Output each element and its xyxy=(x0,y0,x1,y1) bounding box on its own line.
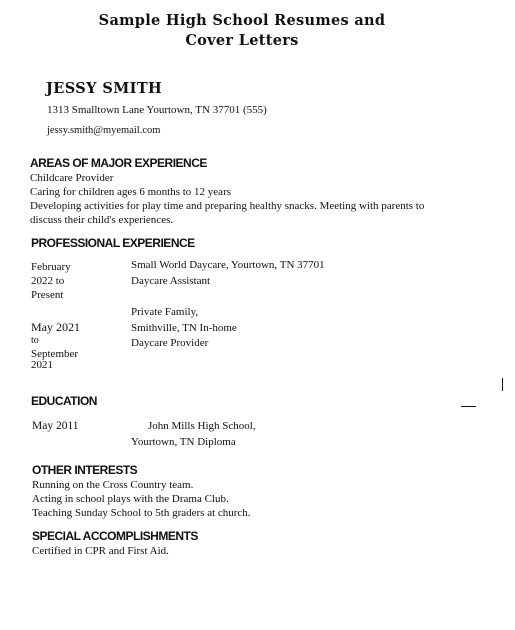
document-title-line-2: Cover Letters xyxy=(185,32,299,49)
section-heading-education: EDUCATION xyxy=(31,394,97,408)
job-detail-line: Private Family, xyxy=(131,306,199,318)
address-phone: 1313 Smalltown Lane Yourtown, TN 37701 (555) xyxy=(47,104,267,116)
job-date-line: to xyxy=(31,335,39,346)
job-date-line: September xyxy=(31,348,79,360)
section-heading-professional-experience: PROFESSIONAL EXPERIENCE xyxy=(31,236,195,250)
section-heading-special-accomplishments: SPECIAL ACCOMPLISHMENTS xyxy=(32,529,198,543)
interest-line: Teaching Sunday School to 5th graders at church. xyxy=(32,507,251,519)
job-date-line: May 2021 xyxy=(31,320,80,334)
section-heading-areas-of-major-experience: AREAS OF MAJOR EXPERIENCE xyxy=(30,156,207,170)
job-date-line: Present xyxy=(31,289,64,301)
experience-summary-line: Caring for children ages 6 months to 12 years xyxy=(30,186,232,198)
section-heading-other-interests: OTHER INTERESTS xyxy=(32,463,138,477)
email-address: jessy.smith@myemail.com xyxy=(47,125,161,136)
education-date: May 2011 xyxy=(32,420,79,432)
vertical-bar-mark xyxy=(502,378,503,391)
job-detail-line: Daycare Provider xyxy=(131,337,209,349)
document-title-line-1: Sample High School Resumes and xyxy=(98,12,386,29)
job-date-line: 2022 to xyxy=(31,275,65,287)
job-detail-line: Daycare Assistant xyxy=(131,275,211,287)
accomplishment-line: Certified in CPR and First Aid. xyxy=(32,545,169,557)
education-location-diploma: Yourtown, TN Diploma xyxy=(131,436,236,448)
job-date-line: February xyxy=(31,261,71,273)
interest-line: Acting in school plays with the Drama Club. xyxy=(32,493,229,505)
experience-summary-line: Developing activities for play time and preparing healthy snacks. Meeting with parents to xyxy=(30,200,425,212)
job-date-line: 2021 xyxy=(31,359,53,371)
experience-summary-line: discuss their child's experiences. xyxy=(30,214,174,226)
applicant-name: JESSY SMITH xyxy=(46,80,163,97)
job-detail-line: Smithville, TN In-home xyxy=(131,322,237,334)
job-detail-line: Small World Daycare, Yourtown, TN 37701 xyxy=(131,259,325,271)
horizontal-rule-mark xyxy=(461,406,476,407)
interest-line: Running on the Cross Country team. xyxy=(32,479,194,491)
experience-summary-line: Childcare Provider xyxy=(30,172,114,184)
education-school: John Mills High School, xyxy=(148,420,256,432)
